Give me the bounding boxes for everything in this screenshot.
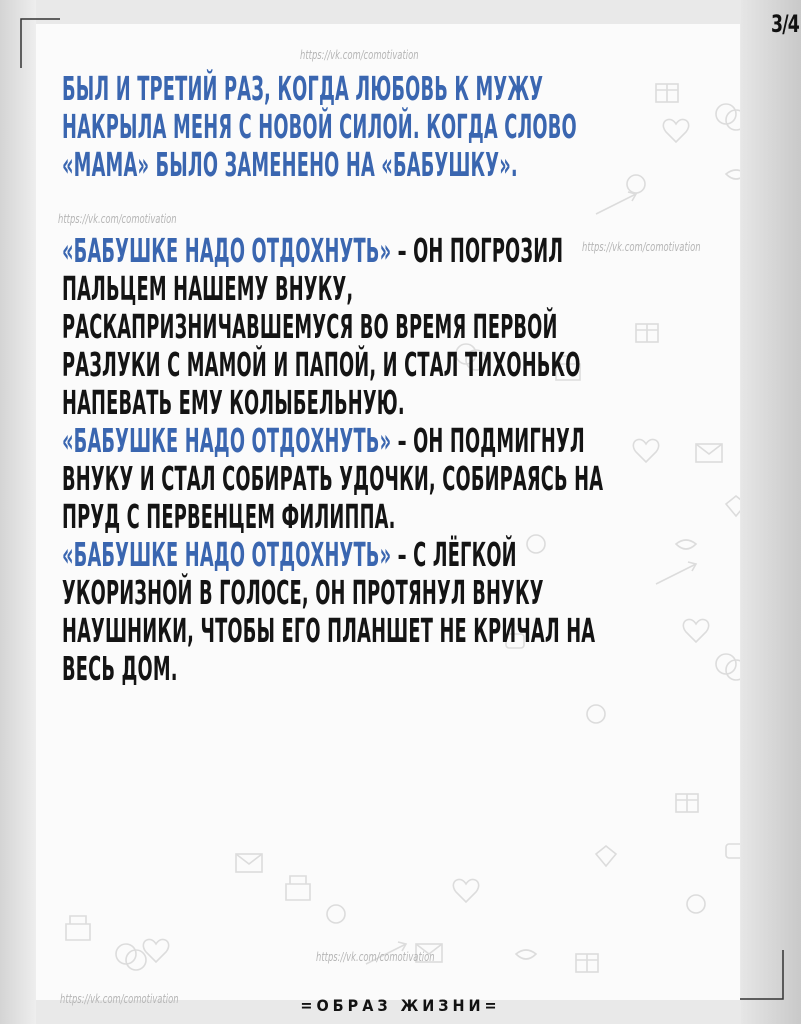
watermark-url: https://vk.com/comotivation xyxy=(582,240,701,254)
paragraph-line: РАСКАПРИЗНИЧАВШЕМУСЯ ВО ВРЕМЯ ПЕРВОЙ xyxy=(62,307,558,346)
quote-phrase: «БАБУШКЕ НАДО ОТДОХНУТЬ» xyxy=(62,535,392,574)
heart-icon xyxy=(143,939,168,962)
heart-icon xyxy=(453,879,478,902)
intro-line: НАКРЫЛА МЕНЯ С НОВОЙ СИЛОЙ. КОГДА СЛОВО xyxy=(62,107,577,146)
paragraph-line: НАУШНИКИ, ЧТОБЫ ЕГО ПЛАНШЕТ НЕ КРИЧАЛ НА xyxy=(62,611,596,650)
intro-line: «МАМА» БЫЛО ЗАМЕНЕНО НА «БАБУШКУ». xyxy=(62,145,518,184)
brand-footer-label: =ОБРАЗ ЖИЗНИ= xyxy=(300,996,501,1015)
frame-corner-bottom-right xyxy=(740,950,784,1000)
watermark-url: https://vk.com/comotivation xyxy=(316,950,435,964)
watermark-url: https://vk.com/comotivation xyxy=(58,212,177,226)
background-left xyxy=(0,0,36,1024)
paragraph-line: УКОРИЗНОЙ В ГОЛОСЕ, ОН ПРОТЯНУЛ ВНУКУ xyxy=(62,573,544,612)
quote-phrase: «БАБУШКЕ НАДО ОТДОХНУТЬ» xyxy=(62,421,392,460)
frame-corner-top-left xyxy=(20,18,60,68)
footer xyxy=(0,996,801,1015)
paragraph-line: ПРУД С ПЕРВЕНЦЕМ ФИЛИППА. xyxy=(62,497,396,536)
quote-continuation: – ОН ПОГРОЗИЛ xyxy=(391,231,564,270)
watermark-url: https://vk.com/comotivation xyxy=(60,992,179,1006)
story-text xyxy=(62,70,762,688)
quote-continuation: – С ЛЁГКОЙ xyxy=(391,535,517,574)
quote-continuation: – ОН ПОДМИГНУЛ xyxy=(391,421,585,460)
paragraph-2-first-line xyxy=(62,421,585,460)
watermark-url: https://vk.com/comotivation xyxy=(300,48,419,62)
paragraph-1-first-line xyxy=(62,231,564,270)
paragraph-spacer xyxy=(62,184,762,232)
paragraph-3-first-line xyxy=(62,535,517,574)
paragraph-line: ВЕСЬ ДОМ. xyxy=(62,649,178,688)
paragraph-line: НАПЕВАТЬ ЕМУ КОЛЫБЕЛЬНУЮ. xyxy=(62,383,405,422)
page-number: 3/4 xyxy=(771,10,799,38)
paragraph-line: ВНУКУ И СТАЛ СОБИРАТЬ УДОЧКИ, СОБИРАЯСЬ НА xyxy=(62,459,604,498)
paragraph-line: РАЗЛУКИ С МАМОЙ И ПАПОЙ, И СТАЛ ТИХОНЬКО xyxy=(62,345,581,384)
quote-phrase: «БАБУШКЕ НАДО ОТДОХНУТЬ» xyxy=(62,231,392,270)
paragraph-line: ПАЛЬЦЕМ НАШЕМУ ВНУКУ, xyxy=(62,269,354,308)
intro-line: БЫЛ И ТРЕТИЙ РАЗ, КОГДА ЛЮБОВЬ К МУЖУ xyxy=(62,69,544,108)
